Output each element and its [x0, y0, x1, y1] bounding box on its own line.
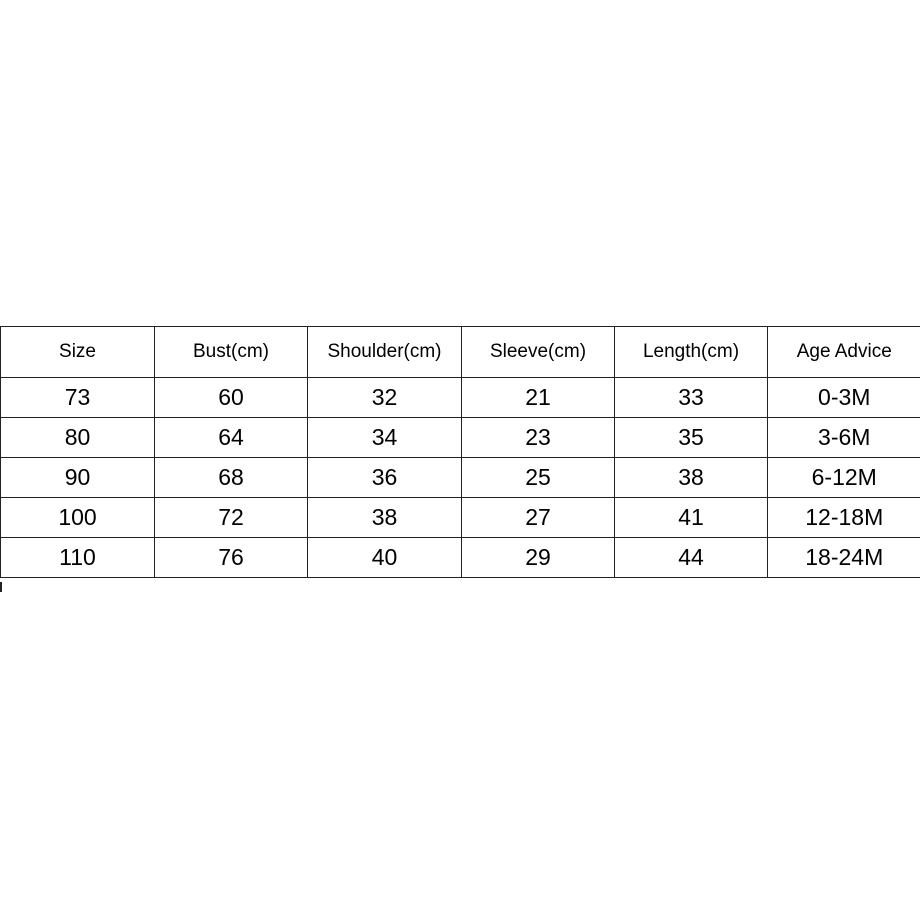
cell-shoulder: 34 — [308, 418, 462, 458]
cell-length: 38 — [615, 458, 768, 498]
cell-shoulder: 36 — [308, 458, 462, 498]
table-row — [1, 498, 920, 538]
table-row — [1, 418, 920, 458]
cell-length: 35 — [615, 418, 768, 458]
cell-bust: 76 — [155, 538, 308, 578]
size-chart-table — [0, 326, 920, 578]
cell-age-advice: 0-3M — [768, 378, 920, 418]
cell-sleeve: 29 — [462, 538, 615, 578]
table-row — [1, 458, 920, 498]
column-header-sleeve: Sleeve(cm) — [462, 327, 615, 378]
cell-age-advice: 12-18M — [768, 498, 920, 538]
column-header-length: Length(cm) — [615, 327, 768, 378]
cell-age-advice: 6-12M — [768, 458, 920, 498]
cell-bust: 64 — [155, 418, 308, 458]
cell-size: 100 — [1, 498, 155, 538]
cell-length: 33 — [615, 378, 768, 418]
cell-sleeve: 25 — [462, 458, 615, 498]
column-header-bust: Bust(cm) — [155, 327, 308, 378]
cell-sleeve: 27 — [462, 498, 615, 538]
cell-age-advice: 18-24M — [768, 538, 920, 578]
cell-size: 90 — [1, 458, 155, 498]
column-header-shoulder: Shoulder(cm) — [308, 327, 462, 378]
cell-bust: 60 — [155, 378, 308, 418]
column-header-size: Size — [1, 327, 155, 378]
cell-sleeve: 21 — [462, 378, 615, 418]
cell-shoulder: 32 — [308, 378, 462, 418]
cell-size: 110 — [1, 538, 155, 578]
cell-bust: 72 — [155, 498, 308, 538]
cell-length: 41 — [615, 498, 768, 538]
cell-size: 73 — [1, 378, 155, 418]
table-row — [1, 538, 920, 578]
header-row — [1, 327, 920, 378]
cell-size: 80 — [1, 418, 155, 458]
cell-age-advice: 3-6M — [768, 418, 920, 458]
cell-shoulder: 38 — [308, 498, 462, 538]
table-row — [1, 378, 920, 418]
cell-shoulder: 40 — [308, 538, 462, 578]
table-border-tail — [0, 582, 2, 592]
cell-bust: 68 — [155, 458, 308, 498]
column-header-age-advice: Age Advice — [768, 327, 920, 378]
cell-length: 44 — [615, 538, 768, 578]
cell-sleeve: 23 — [462, 418, 615, 458]
